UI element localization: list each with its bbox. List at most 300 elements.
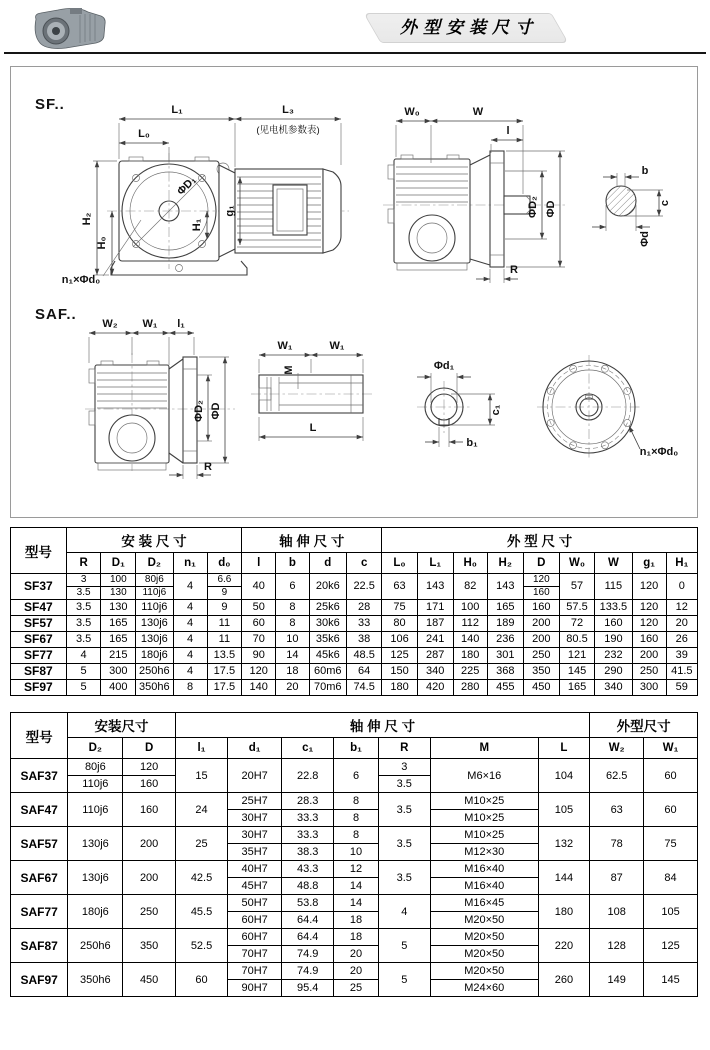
value-cell: 125 bbox=[644, 929, 698, 963]
value-cell: 57 bbox=[559, 574, 594, 600]
value-cell: 18 bbox=[334, 929, 378, 946]
value-cell: 105 bbox=[538, 793, 590, 827]
column-header: D₂ bbox=[136, 553, 173, 574]
value-cell: 140 bbox=[453, 632, 487, 648]
dim-label-W1-a: W₁ bbox=[277, 340, 293, 352]
value-cell: 260 bbox=[538, 963, 590, 997]
column-header: c₁ bbox=[282, 738, 334, 759]
motor-note: (见电机参数表) bbox=[256, 125, 320, 136]
value-cell: 350h6 bbox=[68, 963, 123, 997]
value-cell: 74.9 bbox=[282, 963, 334, 980]
value-cell: 70m6 bbox=[309, 680, 346, 696]
value-cell: 63 bbox=[590, 793, 644, 827]
value-cell: 14 bbox=[334, 878, 378, 895]
table-row bbox=[11, 632, 698, 648]
value-cell: 120 160 bbox=[523, 574, 559, 600]
value-cell: 145 bbox=[559, 664, 594, 680]
column-header: b bbox=[276, 553, 309, 574]
value-cell: 120 bbox=[242, 664, 276, 680]
gearbox-plug-shape bbox=[70, 8, 82, 14]
header-row bbox=[11, 528, 698, 553]
model-cell: SAF67 bbox=[11, 861, 68, 895]
column-header: D₂ bbox=[68, 738, 123, 759]
column-header: D bbox=[523, 553, 559, 574]
value-cell: 84 bbox=[644, 861, 698, 895]
table-row bbox=[11, 861, 698, 878]
column-header: n₁ bbox=[173, 553, 207, 574]
column-header: H₂ bbox=[487, 553, 523, 574]
value-cell: 160 bbox=[123, 793, 175, 827]
column-header: H₀ bbox=[453, 553, 487, 574]
value-cell: 60 bbox=[644, 793, 698, 827]
model-cell: SAF77 bbox=[11, 895, 68, 929]
group-header: 安装尺寸 bbox=[68, 713, 176, 738]
value-cell: 165 bbox=[101, 616, 136, 632]
value-cell: 11 bbox=[207, 632, 242, 648]
value-cell: 180j6 bbox=[68, 895, 123, 929]
value-cell: 5 bbox=[66, 664, 101, 680]
sf-shaft-section-drawing bbox=[592, 165, 671, 247]
value-cell: 125 bbox=[382, 648, 417, 664]
value-cell: 35H7 bbox=[228, 844, 282, 861]
value-cell: 236 bbox=[487, 632, 523, 648]
value-cell: 108 bbox=[590, 895, 644, 929]
dim-label-g1: g₁ bbox=[224, 205, 236, 217]
value-cell: 80j6 bbox=[68, 759, 123, 776]
value-cell: 28 bbox=[346, 600, 381, 616]
table-row bbox=[11, 600, 698, 616]
column-header: l₁ bbox=[175, 738, 227, 759]
value-cell: 43.3 bbox=[282, 861, 334, 878]
column-header: g₁ bbox=[632, 553, 666, 574]
group-header: 安 装 尺 寸 bbox=[66, 528, 241, 553]
saf-hollow-shaft-drawing bbox=[251, 340, 373, 441]
dim-label-n1d0: n₁×Φd₀ bbox=[61, 274, 101, 286]
value-cell: 110j6 bbox=[68, 793, 123, 827]
value-cell: 87 bbox=[590, 861, 644, 895]
dim-label-phiD2: ΦD₂ bbox=[527, 196, 539, 218]
value-cell: 180 bbox=[382, 680, 417, 696]
value-cell: 150 bbox=[382, 664, 417, 680]
value-cell: 20 bbox=[334, 963, 378, 980]
value-cell: 41.5 bbox=[666, 664, 697, 680]
value-cell: 4 bbox=[378, 895, 430, 929]
value-cell: M6×16 bbox=[430, 759, 538, 793]
value-cell: 3.5 bbox=[66, 616, 101, 632]
value-cell: 72 bbox=[559, 616, 594, 632]
value-cell: 42.5 bbox=[175, 861, 227, 895]
value-cell: 30H7 bbox=[228, 827, 282, 844]
value-cell: 420 bbox=[417, 680, 453, 696]
value-cell: 22.5 bbox=[346, 574, 381, 600]
model-cell: SF47 bbox=[11, 600, 67, 616]
column-header: L bbox=[538, 738, 590, 759]
model-cell: SAF37 bbox=[11, 759, 68, 793]
value-cell: 189 bbox=[487, 616, 523, 632]
saf-side-view-drawing bbox=[85, 318, 235, 479]
value-cell: 75 bbox=[644, 827, 698, 861]
value-cell: 149 bbox=[590, 963, 644, 997]
value-cell: 350 bbox=[123, 929, 175, 963]
column-header: b₁ bbox=[334, 738, 378, 759]
value-cell: 3 bbox=[378, 759, 430, 776]
value-cell: 45.5 bbox=[175, 895, 227, 929]
value-cell: 70 bbox=[242, 632, 276, 648]
sf-front-view-drawing bbox=[62, 104, 349, 286]
group-header: 外 型 尺 寸 bbox=[382, 528, 698, 553]
value-cell: 13.5 bbox=[207, 648, 242, 664]
value-cell: 20H7 bbox=[228, 759, 282, 793]
value-cell: 45H7 bbox=[228, 878, 282, 895]
model-cell: SAF97 bbox=[11, 963, 68, 997]
value-cell: 455 bbox=[487, 680, 523, 696]
dim-label-c: c bbox=[659, 199, 671, 207]
column-header: W₀ bbox=[559, 553, 594, 574]
value-cell: 301 bbox=[487, 648, 523, 664]
dim-label-l1: l₁ bbox=[177, 318, 185, 330]
value-cell: 24 bbox=[175, 793, 227, 827]
value-cell: 165 bbox=[487, 600, 523, 616]
value-cell: 130j6 bbox=[136, 632, 173, 648]
table-row bbox=[11, 929, 698, 946]
value-cell: 200 bbox=[632, 648, 666, 664]
model-cell: SF87 bbox=[11, 664, 67, 680]
group-header: 型号 bbox=[11, 713, 68, 759]
value-cell: 165 bbox=[101, 632, 136, 648]
dim-label-phiD1: ΦD₁ bbox=[175, 174, 199, 198]
value-cell: 25k6 bbox=[309, 600, 346, 616]
value-cell: 3.5 bbox=[378, 793, 430, 827]
value-cell: 250 bbox=[123, 895, 175, 929]
sf-side-view-drawing bbox=[383, 106, 567, 283]
value-cell: 52.5 bbox=[175, 929, 227, 963]
value-cell: M20×50 bbox=[430, 963, 538, 980]
value-cell: 80j6 110j6 bbox=[136, 574, 173, 600]
value-cell: 180j6 bbox=[136, 648, 173, 664]
dim-label-L1: L₁ bbox=[171, 104, 183, 116]
value-cell: 57.5 bbox=[559, 600, 594, 616]
value-cell: 70H7 bbox=[228, 963, 282, 980]
value-cell: 26 bbox=[666, 632, 697, 648]
value-cell: 250h6 bbox=[136, 664, 173, 680]
value-cell: M10×25 bbox=[430, 810, 538, 827]
value-cell: 110j6 bbox=[68, 776, 123, 793]
value-cell: 33.3 bbox=[282, 810, 334, 827]
value-cell: 25H7 bbox=[228, 793, 282, 810]
value-cell: 14 bbox=[276, 648, 309, 664]
value-cell: 6 bbox=[276, 574, 309, 600]
value-cell: 74.9 bbox=[282, 946, 334, 963]
value-cell: 187 bbox=[417, 616, 453, 632]
value-cell: 75 bbox=[382, 600, 417, 616]
page-title: 外型安装尺寸 bbox=[400, 18, 538, 37]
dim-label-W1-b: W₁ bbox=[329, 340, 345, 352]
value-cell: 18 bbox=[334, 912, 378, 929]
dim-label-l: l bbox=[506, 125, 510, 137]
value-cell: 38.3 bbox=[282, 844, 334, 861]
value-cell: 64 bbox=[346, 664, 381, 680]
value-cell: 4 bbox=[173, 648, 207, 664]
value-cell: 100 130 bbox=[101, 574, 136, 600]
model-cell: SAF87 bbox=[11, 929, 68, 963]
page-title-banner bbox=[372, 13, 560, 43]
value-cell: 80.5 bbox=[559, 632, 594, 648]
value-cell: 4 bbox=[173, 664, 207, 680]
technical-drawing-panel bbox=[10, 66, 698, 518]
value-cell: 15 bbox=[175, 759, 227, 793]
model-cell: SF37 bbox=[11, 574, 67, 600]
column-header: R bbox=[378, 738, 430, 759]
value-cell: 220 bbox=[538, 929, 590, 963]
value-cell: 250h6 bbox=[68, 929, 123, 963]
value-cell: 95.4 bbox=[282, 980, 334, 997]
value-cell: 4 bbox=[173, 600, 207, 616]
value-cell: 20k6 bbox=[309, 574, 346, 600]
value-cell: 11 bbox=[207, 616, 242, 632]
subheader-row bbox=[11, 738, 698, 759]
value-cell: 250 bbox=[523, 648, 559, 664]
value-cell: M12×30 bbox=[430, 844, 538, 861]
value-cell: 145 bbox=[644, 963, 698, 997]
value-cell: 5 bbox=[378, 929, 430, 963]
value-cell: M20×50 bbox=[430, 946, 538, 963]
value-cell: 60 bbox=[242, 616, 276, 632]
value-cell: M16×40 bbox=[430, 878, 538, 895]
value-cell: 180 bbox=[538, 895, 590, 929]
column-header: R bbox=[66, 553, 101, 574]
value-cell: 350h6 bbox=[136, 680, 173, 696]
value-cell: 340 bbox=[595, 680, 632, 696]
value-cell: 50 bbox=[242, 600, 276, 616]
value-cell: M16×45 bbox=[430, 895, 538, 912]
value-cell: 60m6 bbox=[309, 664, 346, 680]
value-cell: 60 bbox=[644, 759, 698, 793]
value-cell: 38 bbox=[346, 632, 381, 648]
dim-label-R: R bbox=[510, 264, 518, 276]
value-cell: 100 bbox=[453, 600, 487, 616]
value-cell: 130j6 bbox=[136, 616, 173, 632]
value-cell: 20 bbox=[666, 616, 697, 632]
value-cell: 30H7 bbox=[228, 810, 282, 827]
value-cell: 53.8 bbox=[282, 895, 334, 912]
value-cell: 300 bbox=[101, 664, 136, 680]
dim-label-R-saf: R bbox=[204, 461, 212, 473]
value-cell: 8 bbox=[173, 680, 207, 696]
dim-label-phiD-saf: ΦD bbox=[210, 402, 222, 420]
value-cell: 3.5 bbox=[66, 632, 101, 648]
dim-label-L0: L₀ bbox=[138, 128, 150, 140]
value-cell: 450 bbox=[523, 680, 559, 696]
dim-label-W: W bbox=[472, 106, 484, 118]
value-cell: 63 bbox=[382, 574, 417, 600]
value-cell: 5 bbox=[378, 963, 430, 997]
header-row bbox=[11, 713, 698, 738]
value-cell: 143 bbox=[487, 574, 523, 600]
value-cell: 18 bbox=[276, 664, 309, 680]
dim-label-phiD: ΦD bbox=[545, 200, 557, 218]
value-cell: 200 bbox=[123, 861, 175, 895]
value-cell: 160 bbox=[632, 632, 666, 648]
dim-label-W1: W₁ bbox=[142, 318, 158, 330]
value-cell: 33.3 bbox=[282, 827, 334, 844]
dim-label-b: b bbox=[641, 165, 649, 177]
group-header: 轴 伸 尺 寸 bbox=[175, 713, 589, 738]
table-row bbox=[11, 680, 698, 696]
model-cell: SAF47 bbox=[11, 793, 68, 827]
value-cell: 225 bbox=[453, 664, 487, 680]
value-cell: 6 bbox=[334, 759, 378, 793]
value-cell: M20×50 bbox=[430, 912, 538, 929]
value-cell: 232 bbox=[595, 648, 632, 664]
value-cell: 40 bbox=[242, 574, 276, 600]
value-cell: 3.5 bbox=[66, 600, 101, 616]
value-cell: 64.4 bbox=[282, 912, 334, 929]
dim-label-n1do: n₁×Φd₀ bbox=[639, 446, 679, 458]
saf-flange-face-drawing bbox=[537, 355, 678, 459]
column-header: D bbox=[123, 738, 175, 759]
dim-label-L3: L₃ bbox=[282, 104, 294, 116]
value-cell: 8 bbox=[276, 616, 309, 632]
value-cell: 8 bbox=[334, 793, 378, 810]
value-cell: 60 bbox=[175, 963, 227, 997]
column-header: l bbox=[242, 553, 276, 574]
column-header: H₁ bbox=[666, 553, 697, 574]
value-cell: 35k6 bbox=[309, 632, 346, 648]
value-cell: 171 bbox=[417, 600, 453, 616]
value-cell: 62.5 bbox=[590, 759, 644, 793]
column-header: d₀ bbox=[207, 553, 242, 574]
dim-label-b1: b₁ bbox=[466, 437, 478, 449]
model-cell: SAF57 bbox=[11, 827, 68, 861]
value-cell: 120 bbox=[632, 574, 666, 600]
value-cell: 74.5 bbox=[346, 680, 381, 696]
value-cell: 12 bbox=[666, 600, 697, 616]
value-cell: 120 bbox=[632, 616, 666, 632]
value-cell: 200 bbox=[523, 616, 559, 632]
value-cell: 8 bbox=[334, 827, 378, 844]
value-cell: 200 bbox=[123, 827, 175, 861]
value-cell: 45k6 bbox=[309, 648, 346, 664]
value-cell: 165 bbox=[559, 680, 594, 696]
dim-label-H2: H₂ bbox=[81, 212, 93, 226]
model-cell: SF97 bbox=[11, 680, 67, 696]
value-cell: M24×60 bbox=[430, 980, 538, 997]
value-cell: 17.5 bbox=[207, 680, 242, 696]
table-row bbox=[11, 793, 698, 810]
value-cell: 340 bbox=[417, 664, 453, 680]
value-cell: 90H7 bbox=[228, 980, 282, 997]
value-cell: 300 bbox=[632, 680, 666, 696]
value-cell: 120 bbox=[123, 759, 175, 776]
value-cell: 0 bbox=[666, 574, 697, 600]
value-cell: 4 bbox=[173, 632, 207, 648]
table-row bbox=[11, 648, 698, 664]
value-cell: 3.5 bbox=[378, 776, 430, 793]
value-cell: 60H7 bbox=[228, 929, 282, 946]
column-header: W₁ bbox=[644, 738, 698, 759]
value-cell: 115 bbox=[595, 574, 632, 600]
value-cell: 6.6 9 bbox=[207, 574, 242, 600]
dim-label-W2: W₂ bbox=[102, 318, 118, 330]
value-cell: 78 bbox=[590, 827, 644, 861]
value-cell: 130j6 bbox=[68, 861, 123, 895]
value-cell: 4 bbox=[173, 574, 207, 600]
value-cell: 200 bbox=[523, 632, 559, 648]
dim-label-H0: H₀ bbox=[96, 236, 108, 250]
value-cell: 30k6 bbox=[309, 616, 346, 632]
value-cell: 22.8 bbox=[282, 759, 334, 793]
dim-label-phiD2-saf: ΦD₂ bbox=[193, 400, 205, 422]
value-cell: 250 bbox=[632, 664, 666, 680]
column-header: L₁ bbox=[417, 553, 453, 574]
value-cell: 9 bbox=[207, 600, 242, 616]
value-cell: 50H7 bbox=[228, 895, 282, 912]
value-cell: 180 bbox=[453, 648, 487, 664]
value-cell: 80 bbox=[382, 616, 417, 632]
column-header: d₁ bbox=[228, 738, 282, 759]
dim-label-H1: H₁ bbox=[191, 218, 203, 232]
value-cell: 280 bbox=[453, 680, 487, 696]
value-cell: 144 bbox=[538, 861, 590, 895]
value-cell: 20 bbox=[334, 946, 378, 963]
table-row bbox=[11, 616, 698, 632]
value-cell: 82 bbox=[453, 574, 487, 600]
dim-label-c1: c₁ bbox=[490, 404, 502, 416]
model-cell: SF77 bbox=[11, 648, 67, 664]
group-header: 外型尺寸 bbox=[590, 713, 698, 738]
value-cell: 33 bbox=[346, 616, 381, 632]
value-cell: 3.5 bbox=[378, 861, 430, 895]
value-cell: M20×50 bbox=[430, 929, 538, 946]
value-cell: M10×25 bbox=[430, 827, 538, 844]
value-cell: 17.5 bbox=[207, 664, 242, 680]
value-cell: 90 bbox=[242, 648, 276, 664]
table-row bbox=[11, 963, 698, 980]
value-cell: 10 bbox=[276, 632, 309, 648]
dim-label-phid1: Φd₁ bbox=[433, 360, 455, 372]
value-cell: 48.5 bbox=[346, 648, 381, 664]
value-cell: 128 bbox=[590, 929, 644, 963]
value-cell: 190 bbox=[595, 632, 632, 648]
value-cell: 70H7 bbox=[228, 946, 282, 963]
value-cell: 5 bbox=[66, 680, 101, 696]
value-cell: 4 bbox=[173, 616, 207, 632]
value-cell: M10×25 bbox=[430, 793, 538, 810]
value-cell: 130 bbox=[101, 600, 136, 616]
value-cell: M16×40 bbox=[430, 861, 538, 878]
table-row bbox=[11, 574, 698, 600]
value-cell: 10 bbox=[334, 844, 378, 861]
value-cell: 215 bbox=[101, 648, 136, 664]
column-header: M bbox=[430, 738, 538, 759]
subheader-row bbox=[11, 553, 698, 574]
value-cell: 28.3 bbox=[282, 793, 334, 810]
value-cell: 368 bbox=[487, 664, 523, 680]
model-cell: SF57 bbox=[11, 616, 67, 632]
table-row bbox=[11, 664, 698, 680]
value-cell: 105 bbox=[644, 895, 698, 929]
value-cell: 287 bbox=[417, 648, 453, 664]
value-cell: 121 bbox=[559, 648, 594, 664]
value-cell: 25 bbox=[175, 827, 227, 861]
value-cell: 130j6 bbox=[68, 827, 123, 861]
value-cell: 241 bbox=[417, 632, 453, 648]
column-header: L₀ bbox=[382, 553, 417, 574]
column-header: d bbox=[309, 553, 346, 574]
value-cell: 400 bbox=[101, 680, 136, 696]
value-cell: 112 bbox=[453, 616, 487, 632]
motor-terminal-box bbox=[273, 185, 307, 235]
